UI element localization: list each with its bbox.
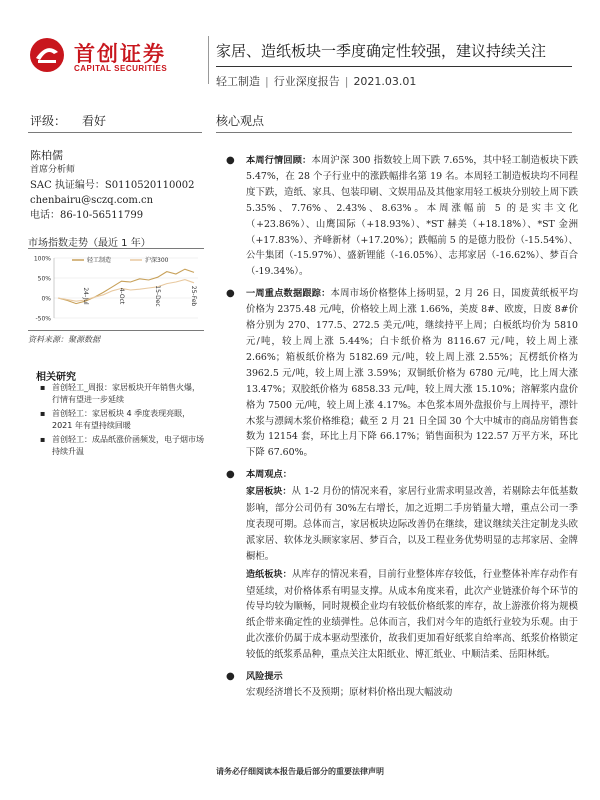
risk-text: 宏观经济增长不及预期；原材料价格出现大幅波动	[246, 687, 453, 698]
report-meta: 轻工制造 | 行业深度报告 | 2021.03.01	[216, 75, 417, 88]
paper-text: 从库存的情况来看，目前行业整体库存较低，行业整体补库存动作有望延续，对价格体系有明显支撑。从成本角度来看，此次产业链涨价每个环节的传导均较为顺畅，同时规模企业均有较低价格纸浆的库存，故上游涨价将为规模纸企带来确定性的业绩弹性。总体而言，我们对今年的造纸行业较为乐观。由于此次涨价仍属于成本驱动型涨价，故我们更加看好纸浆自给率高、纸浆价格锁定较低的纸浆系品种，重点关注太阳纸业、博汇纸业、中顺洁柔、岳阳林纸。	[246, 568, 578, 661]
rating-value: 看好	[82, 114, 107, 128]
bullet-icon: ●	[226, 155, 235, 166]
related-research-list	[40, 382, 205, 460]
header-divider	[208, 36, 209, 84]
bullet-icon: ●	[226, 469, 235, 481]
analyst-cert: SAC 执证编号：S0110520110002	[30, 180, 195, 191]
chart-x-tick-label: 4-Oct	[118, 287, 125, 305]
weekly-review	[226, 153, 578, 280]
data-tracking-label: 一周重点数据跟踪：	[246, 288, 331, 300]
right-divider	[216, 132, 572, 133]
report-date: 2021.03.01	[353, 75, 417, 88]
report-title: 家居、造纸板块一季度确定性较强，建议持续关注	[216, 42, 547, 60]
bullet-icon: ●	[226, 288, 235, 300]
chart-source: 资料来源：聚源数据	[28, 330, 204, 345]
rating-label: 评级：	[30, 114, 67, 128]
home-furnishing-view	[226, 484, 578, 565]
home-furnishing-text: 从 1-2 月份的情况来看，家居行业需求明显改善，若剔除去年低基数影响，部分公司仍有 30%左右增长，加之近期二手房销量大增，重点公司一季度表现可期。总体而言，家居板块边际改善仍在继续，建议继续关注定制龙头欧派家居、软体龙头顾家家居、梦百合，以及工程业务优势明显的志邦家居、金牌橱柜。	[246, 486, 578, 562]
home-furnishing-label: 家居板块：	[246, 487, 292, 498]
rating	[30, 112, 106, 129]
chart-legend-label: 沪深300	[145, 257, 169, 264]
chart-x-tick-label: 24-Jul	[82, 287, 89, 305]
title-underline	[216, 66, 572, 67]
paper-label: 造纸板块：	[246, 569, 292, 580]
industry-label: 轻工制造	[216, 75, 260, 88]
report-type: 行业深度报告	[273, 75, 340, 88]
analyst-info	[30, 148, 194, 223]
related-research-title: 相关研究	[36, 372, 76, 383]
related-item[interactable]: ▪ 首创轻工：成品纸涨价函频发，电子烟市场持续升温	[40, 434, 205, 458]
bullet-icon: ●	[226, 671, 235, 683]
company-logo	[28, 36, 208, 76]
left-divider	[28, 132, 202, 133]
related-item[interactable]: ▪ 首创轻工：家居板块 4 季度表现亮眼，2021 年有望持续回暖	[40, 408, 205, 432]
weekly-review-label: 本周行情回顾：	[246, 155, 312, 166]
chart-y-tick-label: -50%	[35, 315, 51, 323]
chart-x-tick-label: 25-Feb	[190, 285, 197, 307]
weekly-review-text: 本周沪深 300 指数较上周下跌 7.65%，其中轻工制造板块下跌 5.47%，在 28 个子行业中的涨跌幅排名第 19 名。本周轻工制造板块均不同程度下跌，造纸、家具、包装印刷、文娱用品及其他家用轻工板块分别较上周下跌 5.35%、7.76%、2.43%、8.63%。本周涨幅前 5 的是实丰文化（+23.86%）、山鹰国际（+18.93%）、*ST 赫美（+18.18%）、*ST 金洲（+17.83%）、齐峰新材（+17.20%）；跌幅前 5 的是德力股份（-15.54%）、公牛集团（-15.97%）、盛新锂能（-16.05%）、志邦家居（-16.62%）、梦百合（-19.34%）。	[246, 155, 579, 278]
risk-warning	[226, 669, 578, 685]
related-item[interactable]: ▪ 首创轻工_周报：家居板块开年销售火爆，行情有望进一步延续	[40, 382, 205, 406]
risk-label: 风险提示	[246, 671, 283, 683]
analyst-email[interactable]: chenbairu@sczq.com.cn	[30, 195, 154, 206]
chart-y-tick-label: 100%	[33, 255, 51, 263]
chart-series-line	[58, 269, 194, 303]
paper-view	[226, 567, 578, 663]
chart-y-tick-label: 0%	[41, 295, 51, 303]
logo-text-en: CAPITAL SECURITIES	[74, 64, 168, 73]
chart-legend-label: 轻工制造	[87, 257, 112, 264]
logo-text-cn: 首创证券	[74, 42, 166, 66]
capital-securities-logo-icon	[28, 36, 66, 74]
data-tracking-text: 本周市场价格整体上扬明显，2 月 26 日，国废黄纸板平均价格为 2375.48 元/吨，价格较上周上涨 1.66%，美废 8#、欧废，日废 8#价格分别为 270、177.5、272.5 美元/吨，继续持平上周；白板纸均价为 5810 元/吨，较上周上涨 5.44%；白卡纸价格为 8116.67 元/吨，较上周上涨 2.66%；箱板纸价格为 5182.69 元/吨，较上周上涨 2.55%；瓦楞纸价格为 3962.5 元/吨，较上周上涨 3.59%；双铜纸价格为 6780 元/吨，比上周大涨 13.47%；双胶纸价格为 6858.33 元/吨，较上周大涨 15.10%；溶解浆内盘价格为 7500 元/吨，较上周上涨 4.17%。本色浆本周外盘报价与上周持平，漂针木浆与漂阔木浆价格维稳；截至 2 月 21 日全国 30 个大中城市的商品房销售套数为 12154 套，环比上月下降 66.17%；销售面积为 122.57 万平方米，环比下降 67.60%。	[246, 288, 578, 459]
core-view-title: 核心观点	[216, 114, 265, 128]
analyst-role: 首席分析师	[30, 165, 76, 175]
core-view-body	[226, 153, 578, 703]
legal-footer: 请务必仔细阅读本报告最后部分的重要法律声明	[216, 767, 384, 776]
chart-x-tick-label: 15-Dec	[154, 285, 161, 307]
analyst-phone: 电话：86-10-56511799	[30, 210, 144, 221]
weekly-view-label: 本周观点：	[246, 469, 292, 481]
analyst-name: 陈柏儒	[30, 149, 63, 162]
weekly-view	[226, 467, 578, 483]
chart-heading: 市场指数走势（最近 1 年）	[28, 234, 204, 249]
data-tracking	[226, 286, 578, 461]
chart-y-tick-label: 50%	[37, 275, 51, 283]
market-index-chart	[28, 252, 204, 324]
